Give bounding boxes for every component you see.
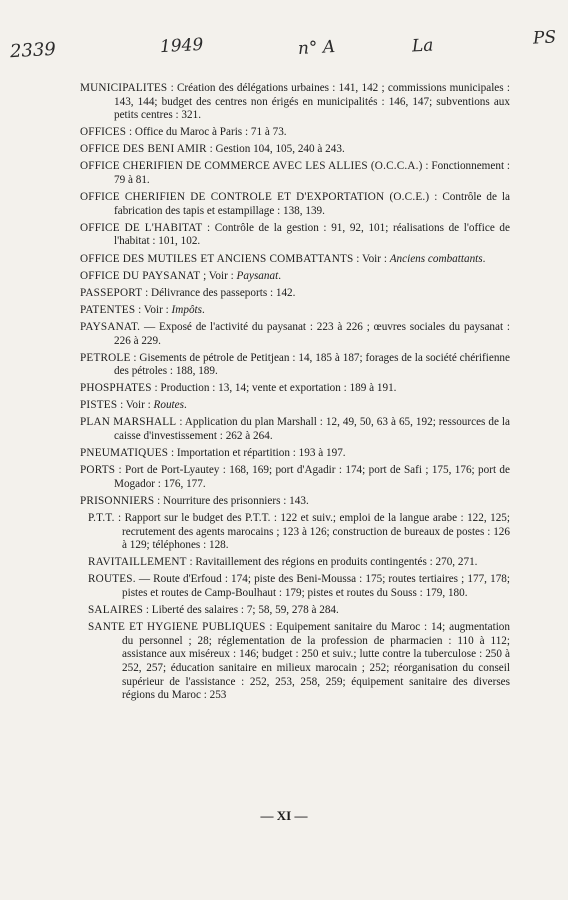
subject-index [80,82,510,706]
entry-text: : Rapport sur le budget des P.T.T. : 122 et suiv.; emploi de la langue arabe : 122, 125; recrutement des agents marocains ; 123 à 126; construction de bureaux de postes : 126 à 129; téléphones : 128. [114,512,510,552]
handwritten-note: 2339 [9,38,57,63]
entry-text: : Voir : [117,399,154,412]
entry-heading: OFFICE CHERIFIEN DE COMMERCE AVEC LES ALLIES (O.C.C.A.) [80,160,423,173]
index-entry [80,253,510,267]
cross-reference: Paysanat [236,269,279,282]
entry-text: : Fonctionnement : 79 à 81. [114,160,510,187]
entry-heading: PISTES [80,399,118,412]
entry-heading: PASSEPORT [80,286,143,299]
entry-text: : Importation et répartition : 193 à 197. [168,447,346,460]
cross-reference: Routes [153,399,184,412]
entry-text: : Ravitaillement des régions en produits contingentés : 270, 271. [186,556,478,569]
entry-heading: OFFICE DE L'HABITAT [80,221,203,234]
index-entry [80,447,510,461]
index-entry [88,573,510,600]
entry-heading: PORTS [80,464,116,477]
entry-text: : Office du Maroc à Paris : 71 à 73. [126,126,287,139]
entry-heading: RAVITAILLEMENT [88,556,187,569]
index-entry [80,143,510,157]
entry-text: : Voir : [135,303,172,316]
entry-heading: SANTE ET HYGIENE PUBLIQUES [88,621,266,634]
entry-heading: OFFICES [80,126,127,139]
entry-heading: ROUTES. [88,573,136,586]
handwritten-note: n° A [297,37,336,59]
cross-reference: Anciens combattants [389,252,483,265]
entry-heading: OFFICE DES MUTILES ET ANCIENS COMBATTANTS [80,252,354,265]
entry-heading: PAYSANAT. [80,320,141,333]
entry-text: : Contrôle de la gestion : 91, 92, 101; réalisations de l'office de l'habitat : 101, 102. [114,221,510,248]
index-entry [80,222,510,249]
entry-heading: OFFICE CHERIFIEN DE CONTROLE ET D'EXPORTATION (O.C.E.) [80,191,430,204]
entry-heading: PLAN MARSHALL [80,416,177,429]
entry-text: : Gisements de pétrole de Petitjean : 14, 185 à 187; forages de la société chérifienne des pétroles : 188, 189. [114,351,510,378]
entry-text-tail: . [202,303,205,316]
entry-heading: P.T.T. [88,512,115,525]
entry-text: — Exposé de l'activité du paysanat : 223 à 226 ; œuvres sociales du paysanat : 226 à 229. [114,320,510,347]
index-entry [80,126,510,140]
entry-heading: SALAIRES [88,604,144,617]
entry-text: : Voir : [353,252,390,265]
index-entry [80,191,510,218]
index-entry [88,556,510,570]
entry-text: : Délivrance des passeports : 142. [142,286,296,299]
entry-heading: PNEUMATIQUES [80,447,169,460]
index-entry [80,399,510,413]
index-entry [80,416,510,443]
entry-text: : Liberté des salaires : 7; 58, 59, 278 à 284. [143,604,339,617]
page-number: — XI — [260,808,308,823]
entry-text: : Production : 13, 14; vente et exportation : 189 à 191. [151,382,397,395]
entry-text: : Port de Port-Lyautey : 168, 169; port d'Agadir : 174; port de Safi ; 175, 176; port de Mogador : 176, 177. [114,464,510,490]
handwritten-note: PS [532,27,557,49]
index-entry [80,270,510,284]
entry-text: : Contrôle de la fabrication des tapis et estampillage : 138, 139. [114,191,510,217]
index-entry [80,352,510,379]
entry-text: : Equipement sanitaire du Maroc : 14; augmentation du personnel ; 28; réglementation de la profession de pharmacien : 110 à 112; assistance aux miséreux : 146; budget : 250 et suiv.; lutte contre la tuberculose : 250 à 252, 257; éducation sanitaire en milieux marocain ; 252; réorganisation du conseil supérieur de l'assistance : 252, 253, 258, 259; équipement sanitaire des diverses régions du Maroc : 253 [122,621,510,702]
entry-text-tail: . [183,399,187,412]
index-entry [80,495,510,509]
index-entry [80,382,510,396]
entry-heading: OFFICE DES BENI AMIR [80,143,207,156]
entry-text: — Route d'Erfoud : 174; piste des Beni-Moussa : 175; routes tertiaires ; 177, 178; pistes et routes de Camp-Boulhaut : 179; pistes et routes du Souss : 179, 180. [122,573,510,599]
index-entry [80,321,510,348]
entry-heading: MUNICIPALITES [80,82,168,94]
entry-text: ; Voir : [200,269,237,282]
entry-text: : Nourriture des prisonniers : 143. [154,494,309,507]
entry-heading: OFFICE DU PAYSANAT [80,269,201,282]
index-entry [88,621,510,703]
handwritten-note: La [411,35,434,57]
cross-reference: Impôts [171,303,203,316]
entry-heading: PRISONNIERS [80,494,155,507]
handwritten-note: 1949 [159,34,204,58]
entry-heading: PHOSPHATES [80,382,152,395]
index-entry [80,464,510,491]
index-entry [80,304,510,318]
entry-heading: PATENTES [80,303,136,316]
entry-text: : Gestion 104, 105, 240 à 243. [206,143,345,156]
index-entry [80,82,510,123]
index-entry [80,160,510,187]
index-entry [88,512,510,553]
entry-heading: PETROLE [80,351,131,364]
entry-text-tail: . [482,252,486,265]
index-entry [88,604,510,618]
entry-text: : Application du plan Marshall : 12, 49, 50, 63 à 65, 192; ressources de la caisse d'investissement : 262 à 264. [114,416,510,443]
entry-text-tail: . [278,269,281,282]
entry-text: : Création des délégations urbaines : 141, 142 ; commissions municipales : 143, 144; budget des centres non érigés en municipalités : 146, 147; subventions aux petits centres : 321. [114,82,510,122]
index-entry [80,287,510,301]
